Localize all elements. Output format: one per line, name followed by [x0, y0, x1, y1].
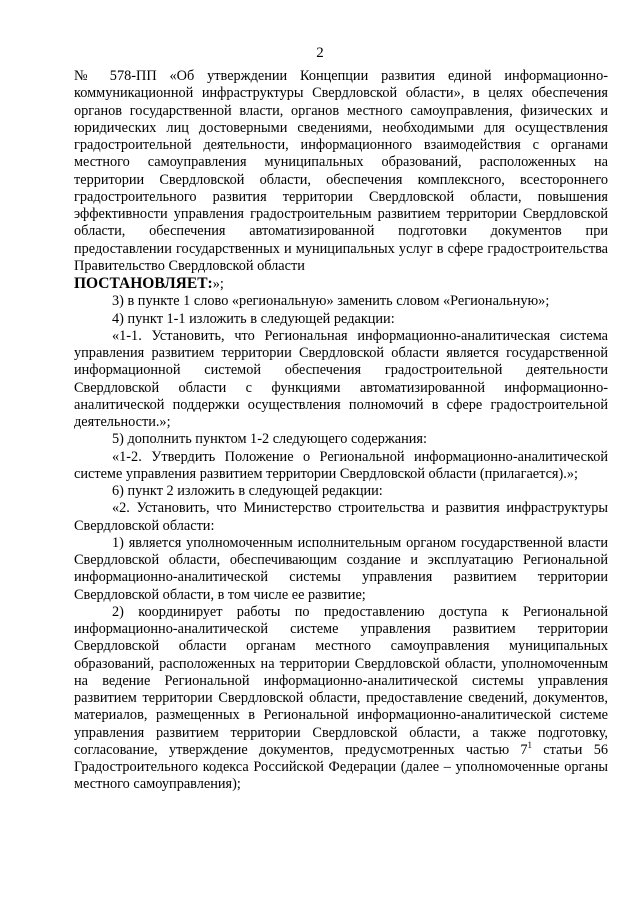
sub-item-2-text-end: статьи 56 Градостроительного кодекса Российской Федерации (далее – уполномоченные органы местного самоуправления); [74, 741, 608, 793]
item-4: 4) пункт 1-1 изложить в следующей редакции: [112, 310, 395, 327]
item-6: 6) пункт 2 изложить в следующей редакции: [112, 483, 383, 499]
clause-1-2: «1-2. Утвердить Положение о Региональной информационно-аналитической системе управления развитием территории Свердловской области (прилагается).»; [74, 448, 608, 482]
sub-item-2 [74, 604, 608, 794]
decree-tail: »; [212, 276, 224, 292]
intro-paragraph: № 578-ПП «Об утверждении Концепции развития единой информационно-коммуникационной инфраструктуры Свердловской области», в целях обеспечения органов государственной власти, органов местного самоуправления, физических и юридических лиц достоверными сведениями, необходимыми для осуществления градостроительной деятельности, информационного взаимодействия с органами местного самоуправления муниципальных образований, расположенных на территории Свердловской области, обеспечения комплексного, всестороннего градостроительного развития территории Свердловской области, повышения эффективности управления градостроительным развитием территории Свердловской области, обеспечения автоматизированной подготовки документов при предоставлении государственных и муниципальных услуг в сфере градостроительства Правительство Свердловской области [74, 68, 608, 274]
decree-word: ПОСТАНОВЛЯЕТ: [74, 275, 213, 292]
sub-item-1: 1) является уполномоченным исполнительным органом государственной власти Свердловской области, обеспечивающим создание и эксплуатацию Региональной информационно-аналитической системы управления развитием территории Свердловской области, в том числе ее развитие; [74, 534, 608, 603]
decree-line [74, 275, 608, 293]
page-number: 2 [316, 45, 324, 61]
clause-1-1: «1-1. Установить, что Региональная информационно-аналитическая система управления развитием территории Свердловской области является государственной информационной системой обеспечения градостроительной деятельности Свердловской области с функциями автоматизированной информационно-аналитической поддержки осуществления полномочий в сфере градостроительной деятельности.»; [74, 327, 608, 430]
document-body [74, 68, 608, 794]
item-3: 3) в пункте 1 слово «региональную» заменить словом «Региональную»; [112, 293, 550, 310]
superscript: 1 [527, 739, 533, 750]
item-5: 5) дополнить пунктом 1-2 следующего содержания: [112, 431, 427, 448]
sub-item-2-text: 2) координирует работы по предоставлению доступа к Региональной информационно-аналитической системе управления развитием территории Свердловской области органам местного самоуправления муниципальных образований, расположенных на территории Свердловской области, уполномоченным на ведение Региональной информационно-аналитической системы управления развитием территории Свердловской области, предоставление сведений, документов, материалов, размещенных в Региональной информационно-аналитической системе управления развитием территории Свердловской области, а также подготовку, согласование, утверждение документов, предусмотренных частью 7 [74, 603, 608, 758]
clause-2: «2. Установить, что Министерство строительства и развития инфраструктуры Свердловской области: [74, 500, 608, 534]
